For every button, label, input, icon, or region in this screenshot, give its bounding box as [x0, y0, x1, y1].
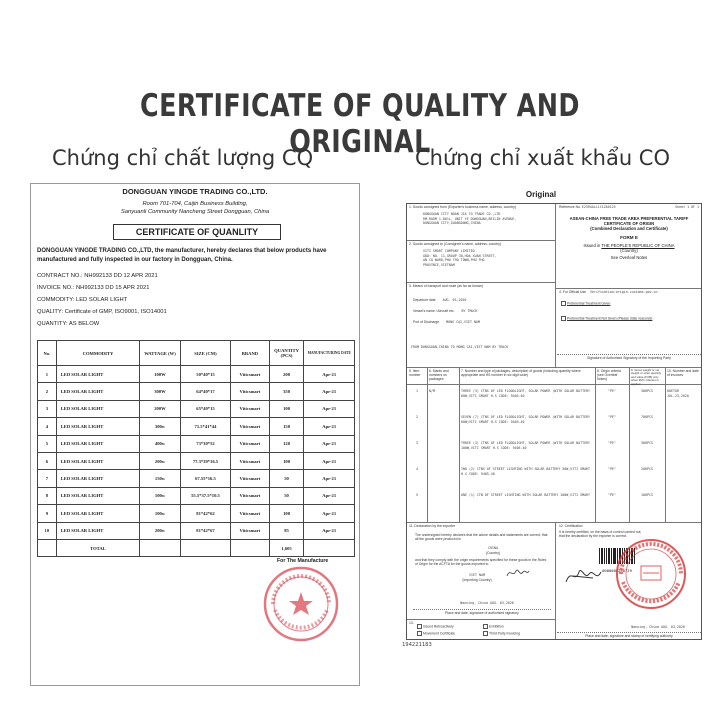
co-route: FROM DONGGUAN,CHINA TO MONG CAI,VIET NAM BY TRUCK — [411, 345, 509, 349]
cq-table-cell: 100w — [140, 505, 181, 522]
co-vessel-row — [411, 308, 555, 315]
co-combined: (Combined Declaration and Certificate) — [590, 226, 668, 231]
cq-title: CERTIFICATE OF QUANLITY — [113, 224, 281, 240]
co-serial: 194221183 — [402, 642, 432, 648]
cq-table-cell: LED SOLAR LIGHT — [56, 452, 140, 469]
co-item-invoice — [665, 414, 701, 416]
cq-declaration: DONGGUAN YINGDE TRADING CO.,LTD, the manufacturer, hereby declares that below products have manufactured and fully inspected in our factory in Dongguan, China. — [37, 248, 327, 263]
co-discharge-value: MONG CAI,VIET NAM — [446, 320, 480, 324]
cq-table-cell: 200 — [269, 366, 304, 383]
cq-table-cell: 100W — [140, 366, 181, 383]
cq-table-cell: 350 — [269, 383, 304, 400]
cq-table-row — [38, 366, 355, 383]
co-item-marks — [427, 492, 459, 494]
cq-table-cell: Apr-21 — [304, 487, 355, 504]
co-item-origin: "PE" — [608, 467, 616, 471]
cq-td — [180, 539, 230, 556]
co-producing-country: CHINA — [488, 546, 498, 550]
origin-certificate — [376, 184, 706, 712]
checkbox-icon — [483, 631, 488, 636]
co-consignee-block — [421, 248, 555, 268]
co-issued-country: THE PEOPLE'S REPUBLIC OF CHINA — [601, 243, 675, 248]
cq-table-cell: 3 — [38, 400, 57, 417]
cq-for-manufacture: For The Manufacture — [277, 558, 329, 564]
cq-table-row — [38, 487, 355, 504]
cq-total-label: TOTAL — [56, 539, 140, 556]
cq-table-cell: 85 — [269, 522, 304, 539]
co-item-no: 2 — [416, 415, 418, 419]
co-importing-country: VIET NAM — [469, 573, 485, 577]
cq-table-row — [38, 522, 355, 539]
cq-table-cell: Viticsmart — [231, 505, 270, 522]
co-pref-not-given: Preferential Treatment Not Given (Please state reason/s) — [567, 316, 653, 321]
cq-quality: QUALITY: Certificate of GMP, ISO9001, ISO14001 — [37, 309, 167, 315]
cq-table-row — [38, 435, 355, 452]
cq-table-cell: 8 — [38, 487, 57, 504]
cq-table-cell: 50*40*15 — [180, 366, 230, 383]
co-item-no: 1 — [416, 389, 418, 393]
co-pref-given-row — [559, 300, 699, 307]
cq-table-cell: Apr-21 — [304, 418, 355, 435]
cq-table-cell: 9 — [38, 505, 57, 522]
co-reference-no: E2394ALL1C1ZA0125 — [581, 205, 616, 209]
cq-table-cell: Apr-21 — [304, 383, 355, 400]
co-divider — [555, 522, 556, 639]
cq-table-cell: 1 — [38, 366, 57, 383]
cq-contract: CONTRACT NO.: NH992133 DD 12 APR 2021 — [37, 273, 158, 279]
co-box13-label: 13. — [409, 621, 414, 625]
cq-table-cell: 71.5*41*44 — [180, 418, 230, 435]
cq-table-row — [38, 400, 355, 417]
cq-table-cell: Viticsmart — [231, 452, 270, 469]
cq-td — [38, 539, 57, 556]
co-item-marks — [427, 466, 459, 468]
cq-table-cell: Apr-21 — [304, 366, 355, 383]
checkbox-icon — [561, 301, 566, 306]
cq-table-cell: 100 — [269, 452, 304, 469]
checkbox-icon — [417, 624, 422, 629]
cq-table-row — [38, 383, 355, 400]
co-option — [481, 630, 551, 637]
co-item-desc: TWO (2) CTNS OF STREET LIGHTING WITH SOLAR BATTERY 50W,VITI SMART H.S CODE: 9405.40 — [461, 467, 591, 476]
co-reference-row — [557, 204, 701, 211]
co-departure-label: Departure date — [413, 298, 436, 302]
co-item-origin: "PE" — [608, 493, 616, 497]
co-consignee-line: PROVINCE,VIETNAM — [423, 262, 455, 267]
cq-table-cell: 50 — [269, 487, 304, 504]
cq-th: MANUFACTURING DATE — [304, 341, 355, 366]
co-col-header: 8. Origin criteria (see Overleaf Notes) — [597, 369, 621, 382]
cq-table-cell: Apr-21 — [304, 435, 355, 452]
co-verify-url: Verification:origin.customs.gov.cn — [590, 290, 658, 294]
co-exporter-line: RM.ROOM 1-801L, UNIT YE DONGGUAN,BEILIN AVENUE, — [423, 216, 517, 221]
co-item-origin: "PE" — [608, 441, 616, 445]
co-vessel-label: Vessel's name / Aircraft etc. — [413, 309, 455, 313]
co-declaration-text-2: and that they comply with the origin requirements specified for these goods in the Rules of Origin for the ACFTA for the goods exported to — [415, 558, 547, 567]
cq-table-cell: Viticsmart — [231, 418, 270, 435]
certifying-authority-stamp — [613, 536, 689, 612]
cq-quantity: QUANTITY: AS BELOW — [37, 321, 100, 327]
cq-table-cell: LED SOLAR LIGHT — [56, 400, 140, 417]
co-sig-importing: Signature of Authorised Signatory of the Importing Party — [557, 354, 701, 361]
co-item-marks — [427, 440, 459, 442]
co-afta-title — [560, 216, 698, 260]
cq-th: COMMODITY — [56, 341, 140, 366]
co-option — [481, 623, 551, 630]
co-issued-label: Issued in — [583, 243, 601, 248]
cq-table-row — [38, 470, 355, 487]
co-caption: Chứng chỉ xuất khẩu CO — [415, 146, 670, 170]
co-certification-text: It is hereby certified, on the basis of control carried out, that the declaration by the exporter is correct. — [559, 530, 642, 539]
cq-table-cell: LED SOLAR LIGHT — [56, 487, 140, 504]
cq-table-cell: Apr-21 — [304, 470, 355, 487]
cq-table-cell: 2 — [38, 383, 57, 400]
cq-td — [140, 539, 181, 556]
cq-table-cell: LED SOLAR LIGHT — [56, 505, 140, 522]
cq-table-cell: 100w — [140, 487, 181, 504]
co-option-label: Third Party Invoicing — [489, 631, 520, 636]
company-seal-stamp — [261, 564, 341, 644]
barcode-number: 000008S258729 — [602, 568, 632, 573]
cq-table-cell: 64*40*17 — [180, 383, 230, 400]
cq-address-line-1: Room 701-704, Caijin Business Building, — [142, 201, 248, 207]
co-consignee-line: ADD: NO. 11,GROUP 30,HOA XUAN STREET, — [423, 253, 497, 258]
cq-table-cell: Apr-21 — [304, 505, 355, 522]
cq-address — [31, 200, 359, 216]
co-item-marks — [427, 414, 459, 416]
co-item-invoice — [665, 440, 701, 442]
co-exporter-label: 1. Goods consigned from (Exporter's business name, address, country) — [409, 205, 516, 209]
cq-table-cell: 7 — [38, 470, 57, 487]
co-item-no: 4 — [416, 467, 418, 471]
co-item-no: 3 — [416, 441, 418, 445]
co-option-label: Exhibition — [489, 624, 504, 629]
co-item-origin: "PE" — [608, 389, 616, 393]
checkbox-icon — [561, 316, 566, 321]
cq-table-cell: 65*40*15 — [180, 400, 230, 417]
co-item-desc: SEVEN (7) CTNS OF LED FLOODLIGHT, SOLAR POWER (WITH SOLAR BATTERY 60W)VITI SMART H.S CODE: 9405.40 — [461, 415, 591, 424]
co-divider — [407, 619, 555, 620]
co-col-header: 5. Item number — [409, 369, 421, 378]
checkbox-icon — [417, 631, 422, 636]
co-see-notes: See Overleaf Notes — [610, 255, 648, 260]
cq-table-cell: 150 — [269, 418, 304, 435]
co-option — [415, 630, 479, 637]
cq-commodity: COMMODITY: LED SOLAR LIGHT — [37, 297, 128, 303]
cq-table-cell: 200w — [140, 452, 181, 469]
quality-certificate — [30, 183, 360, 686]
cq-table — [37, 340, 355, 557]
co-reference-label: Reference No. — [559, 205, 581, 209]
cq-total-row — [38, 539, 355, 556]
co-exporter-block — [421, 211, 555, 227]
co-cert-place-date: Nanning, China AUG. 03,2020 — [631, 625, 685, 629]
cq-table-cell: Viticsmart — [231, 522, 270, 539]
co-discharge-row — [411, 319, 555, 326]
cq-th: No. — [38, 341, 57, 366]
co-importing-country-label: (Importing Country) — [462, 578, 492, 582]
cq-th: SIZE (CM) — [180, 341, 230, 366]
co-option-label: Movement Certificate — [423, 631, 456, 636]
co-item-qty: 100PCS — [641, 493, 653, 497]
cq-th: WATTAGE (W) — [140, 341, 181, 366]
cq-table-cell: Apr-21 — [304, 522, 355, 539]
co-country-label: (Country) — [620, 248, 638, 253]
cq-table-cell: 67.55*16.5 — [180, 470, 230, 487]
co-item-desc: THREE (3) CTNS OF LED FLOODLIGHT, SOLAR POWER (WITH SOLAR BATTERY 60W,VITI SMART H.S CODE: 9405.40 — [461, 389, 591, 398]
co-official-row — [557, 289, 701, 296]
co-col-header: 10. Number and date of invoices — [667, 369, 699, 378]
co-consignee-label: 2. Goods consigned to (Consignee's name, address, country) — [409, 242, 502, 246]
co-certification-label: 12. Certification — [559, 524, 583, 528]
cq-table-cell: 81*42*67 — [180, 522, 230, 539]
cq-address-line-2: Sanyuanli Community Nancheng Street Dongguan, China — [120, 209, 270, 215]
co-discharge-label: Port of Discharge — [413, 320, 440, 324]
co-exporter-sign-label: Place and date, signature of authorised signatory — [413, 609, 551, 616]
co-pref-not-given-row — [559, 315, 699, 322]
co-departure-row — [411, 297, 555, 304]
cq-table-cell: 300W — [140, 383, 181, 400]
co-official-label: 4. For Official Use — [559, 290, 587, 294]
cq-table-cell: LED SOLAR LIGHT — [56, 470, 140, 487]
cq-table-row — [38, 452, 355, 469]
cq-table-cell: 150w — [140, 470, 181, 487]
co-col-header: 6. Marks and numbers on packages — [429, 369, 449, 382]
co-form: FORM E — [620, 235, 638, 240]
co-original-label: Original — [525, 190, 557, 199]
co-pref-given: Preferential Treatment Given — [567, 301, 611, 306]
cq-company-name: DONGGUAN YINGDE TRADING CO.,LTD. — [122, 187, 268, 196]
co-col-header: 9. Gross weight or net weight or other quantity and value (FOB) only when RVC criterion is applied — [631, 368, 662, 386]
cq-table-cell: Viticsmart — [231, 400, 270, 417]
cq-table-cell: 4 — [38, 418, 57, 435]
cq-table-cell: 6 — [38, 452, 57, 469]
co-item-invoice — [665, 466, 701, 468]
cq-table-cell: LED SOLAR LIGHT — [56, 435, 140, 452]
cq-table-cell: Viticsmart — [231, 366, 270, 383]
cq-table-cell: LED SOLAR LIGHT — [56, 383, 140, 400]
cq-th: QUANTITY (PCS) — [269, 341, 304, 366]
cq-table-cell: Viticsmart — [231, 435, 270, 452]
cq-table-cell: LED SOLAR LIGHT — [56, 418, 140, 435]
co-item-no: 5 — [416, 493, 418, 497]
cq-table-row — [38, 418, 355, 435]
cq-table-cell: Viticsmart — [231, 470, 270, 487]
cq-table-cell: 100 — [269, 505, 304, 522]
cq-table-cell: 300w — [140, 418, 181, 435]
checkbox-icon — [483, 624, 488, 629]
co-item-origin: "PE" — [608, 415, 616, 419]
cq-table-cell: LED SOLAR LIGHT — [56, 366, 140, 383]
co-option-label: Issued Retroactively — [423, 624, 454, 629]
cq-table-cell: 55.5*37.5*10.5 — [180, 487, 230, 504]
co-vessel-value: BY TRUCK — [461, 309, 478, 313]
cq-table-cell: 73*30*52 — [180, 435, 230, 452]
cq-table-cell: 81*42*62 — [180, 505, 230, 522]
cq-table-cell: 77.3*39*16.5 — [180, 452, 230, 469]
co-item-qty: 300PCS — [641, 441, 653, 445]
co-afta-heading: ASEAN-CHINA FREE TRADE AREA PREFERENTIAL TARIFF CERTIFICATE OF ORIGIN — [569, 216, 689, 226]
co-item-qty: 200PCS — [641, 467, 653, 471]
cq-table-cell: Viticsmart — [231, 383, 270, 400]
cq-table-row — [38, 505, 355, 522]
cq-table-cell: 120 — [269, 435, 304, 452]
co-departure-value: AUG. 03,2020 — [442, 298, 467, 302]
co-declaration-label: 11. Declaration by the exporter — [409, 524, 456, 528]
cq-table-cell: Apr-21 — [304, 400, 355, 417]
co-exporter-line: DONGGUAN CITY NOAN JIA TO TRADE CO.,LTD — [423, 212, 501, 216]
co-item-desc: THREE (3) CTNS OF LED FLOODLIGHT, SOLAR POWER (WITH SOLAR BATTERY 100W,VITI SMART H.S CODE: 9405.40 — [461, 441, 591, 450]
cq-total-value: 1,605 — [269, 539, 304, 556]
cq-table-cell: 10 — [38, 522, 57, 539]
co-option — [415, 623, 479, 630]
co-transport-label: 3. Means of transport and route (as far as known) — [409, 284, 484, 288]
co-producing-country-label: (Country) — [485, 551, 501, 555]
cq-td — [231, 539, 270, 556]
cq-th: BRAND — [231, 341, 270, 366]
co-item-invoice: 00ETOR JUL.23,2020 — [667, 389, 689, 398]
co-item-marks: N/M — [429, 389, 435, 393]
co-divider — [555, 204, 556, 367]
cq-table-cell: 200w — [140, 522, 181, 539]
cq-table-header — [38, 341, 355, 366]
cq-table-cell: LED SOLAR LIGHT — [56, 522, 140, 539]
co-item-desc: ONE (1) CTN OF STREET LIGHTING WITH SOLAR BATTERY 100W,VITI SMART — [461, 493, 591, 497]
cq-caption: Chứng chỉ chất lượng CQ — [52, 146, 314, 170]
co-exporter-line: DONGGUAN CITY,GUANGDONG,CHINA — [423, 221, 481, 226]
co-cert-sign-label: Place and date, signature and stamp of certifying authority — [557, 632, 701, 639]
co-consignee-line: VITI SMART COMPANY LIMITED — [423, 249, 475, 253]
cq-table-cell: 100 — [269, 400, 304, 417]
exporter-signature-icon — [505, 566, 531, 580]
co-col-header: 7. Number and type of packages, description of goods (including quantity where appropriate and HS number in six digit code) — [461, 369, 581, 378]
cq-invoice: INVOICE NO.: NH992133 DD 15 APR 2021 — [37, 285, 150, 291]
cq-table-cell: Apr-21 — [304, 452, 355, 469]
page-headline: CERTIFICATE OF QUALITY AND ORIGINAL — [140, 88, 580, 160]
co-export-place-date: Nanning, China AUG. 03,2020 — [460, 601, 514, 605]
cq-td — [304, 539, 355, 556]
cq-table-cell: 200W — [140, 400, 181, 417]
cq-table-cell: 50 — [269, 470, 304, 487]
co-sheet: Sheet 1 OF 1 — [675, 205, 699, 209]
co-item-qty: 700PCS — [641, 415, 653, 419]
co-item-invoice — [665, 492, 701, 494]
co-declaration-text: The undersigned hereby declares that the above details and statements are correct; that all the goods were produced in — [415, 533, 548, 542]
co-item-qty: 300PCS — [641, 389, 653, 393]
cq-table-cell: Viticsmart — [231, 487, 270, 504]
cq-table-cell: 400w — [140, 435, 181, 452]
co-consignee-line: AN CO WARD,PHU THO TOWN,PHU THO — [423, 258, 485, 263]
cq-table-cell: 5 — [38, 435, 57, 452]
